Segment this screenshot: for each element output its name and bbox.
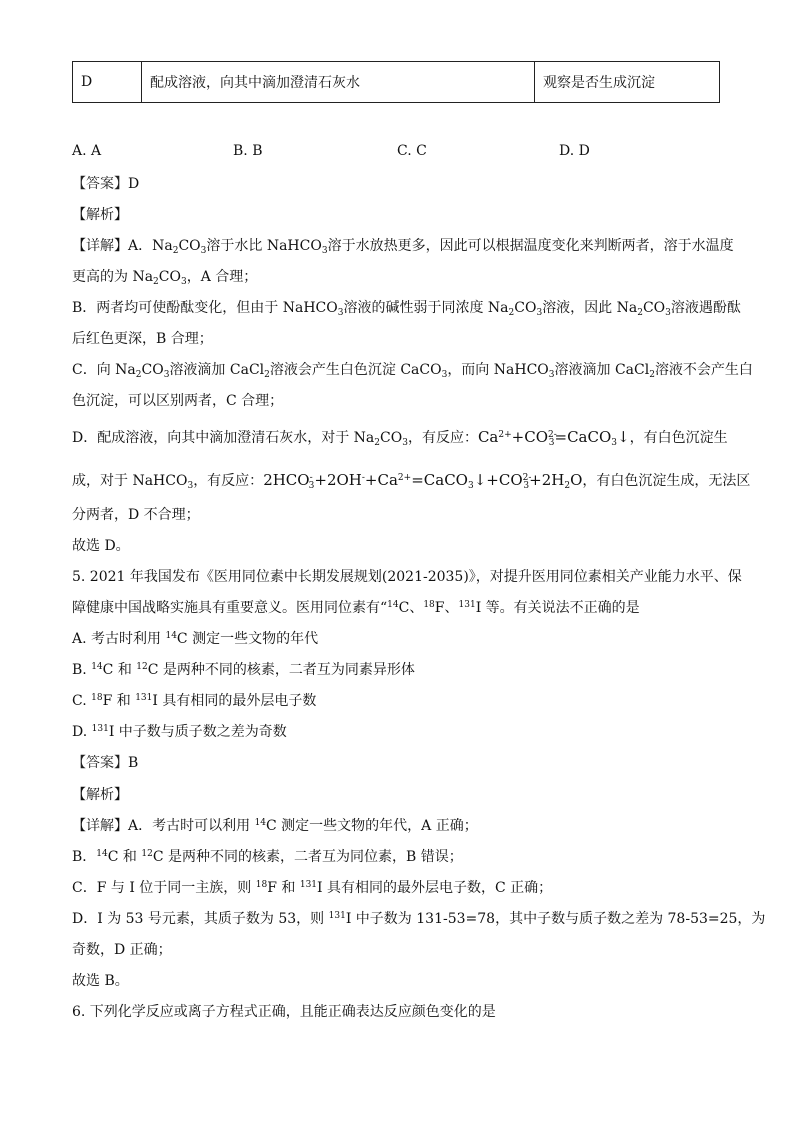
q4-detail-line-7: D．配成溶液，向其中滴加澄清石灰水，对于 $Na_2CO_3$，有反应：$Ca^{2+}+CO^{2-}_3=CaCO_3↓$，有白色沉淀生 (72, 428, 728, 448)
q5-option-b: B. $^{14}$C 和 $^{12}$C 是两种不同的核素，二者互为同素异形体 (72, 662, 415, 678)
q4-detail-line-2: 更高的为 $Na_2CO_3$，A 合理； (72, 269, 258, 287)
q5-option-d: D. $^{131}$I 中子数与质子数之差为奇数 (72, 724, 287, 740)
q4-detail-line-8: 成，对于 NaHCO$_3$，有反应：$2HCO^-_3+2OH^-+Ca^{2+}=CaCO_3↓+CO^{2-}_3+2H_2O$，有白色沉淀生成，无法区 (72, 471, 751, 491)
q5-analysis-label: 【解析】 (72, 787, 128, 803)
q4-detail-line-4: 后红色更深，B 合理； (72, 331, 213, 347)
q4-detail-line-6: 色沉淀，可以区别两者，C 合理； (72, 393, 284, 409)
q5-answer: 【答案】B (72, 755, 139, 771)
experiment-table (72, 61, 720, 103)
q4-detail-line-3: B．两者均可使酚酞变化，但由于 NaHCO$_3$溶液的碱性弱于同浓度 $Na_2CO_3$溶液，因此 $Na_2CO_3$溶液遇酚酞 (72, 300, 741, 318)
q5-option-a: A. 考古时利用 $^{14}$C 测定一些文物的年代 (72, 631, 319, 647)
option-b: B. B (233, 143, 263, 159)
equation-2: $2HCO^-_3+2OH^-+Ca^{2+}=CaCO_3↓+CO^{2-}_3+2H_2O$ (263, 471, 583, 491)
q5-detail-line-1: 【详解】A．考古时可以利用 $^{14}$C 测定一些文物的年代，A 正确； (72, 818, 478, 834)
option-a: A. A (72, 143, 102, 159)
q5-detail-line-5: 奇数，D 正确； (72, 942, 172, 958)
option-c: C. C (397, 143, 427, 159)
option-d: D. D (559, 143, 590, 159)
q5-option-c: C. $^{18}$F 和 $^{131}$I 具有相同的最外层电子数 (72, 693, 317, 709)
q4-detail-line-1: 【详解】A．$Na_2CO_3$溶于水比 NaHCO$_3$溶于水放热更多，因此可以根据温度变化来判断两者，溶于水温度 (72, 238, 734, 256)
equation-1: $Ca^{2+}+CO^{2-}_3=CaCO_3↓$ (477, 428, 630, 448)
q5-detail-line-2: B．$^{14}$C 和 $^{12}$C 是两种不同的核素，二者互为同位素，B 错误； (72, 849, 463, 865)
q5-detail-line-4: D．I 为 53 号元素，其质子数为 53，则 $^{131}$I 中子数为 131-53=78，其中子数与质子数之差为 78-53=25，为 (72, 911, 766, 927)
q4-answer: 【答案】D (72, 176, 140, 192)
q4-detail-line-5: C．向 $Na_2CO_3$溶液滴加 CaCl$_2$溶液会产生白色沉淀 CaCO$_3$，而向 NaHCO$_3$溶液滴加 CaCl$_2$溶液不会产生白 (72, 362, 753, 380)
q5-conclusion: 故选 B。 (72, 973, 129, 989)
q4-detail-line-9: 分两者，D 不合理； (72, 507, 200, 523)
q5-stem-line-2: 障健康中国战略实施具有重要意义。医用同位素有“$^{14}$C、$^{18}$F、$^{131}$I 等。有关说法不正确的是 (72, 600, 640, 616)
q4-analysis-label: 【解析】 (72, 207, 128, 223)
q4-options (72, 143, 722, 161)
q5-stem-line-1: 5. 2021 年我国发布《医用同位素中长期发展规划(2021-2035)》，对提升医用同位素相关产业能力水平、保 (72, 569, 742, 585)
table-cell-option: D (73, 62, 142, 103)
table-cell-observation: 观察是否生成沉淀 (535, 62, 720, 103)
q5-detail-line-3: C．F 与 I 位于同一主族，则 $^{18}$F 和 $^{131}$I 具有相同的最外层电子数，C 正确； (72, 880, 553, 896)
q4-conclusion: 故选 D。 (72, 538, 130, 554)
table-cell-operation: 配成溶液，向其中滴加澄清石灰水 (142, 62, 535, 103)
q6-stem: 6. 下列化学反应或离子方程式正确，且能正确表达反应颜色变化的是 (72, 1004, 496, 1020)
table-row (73, 62, 720, 103)
